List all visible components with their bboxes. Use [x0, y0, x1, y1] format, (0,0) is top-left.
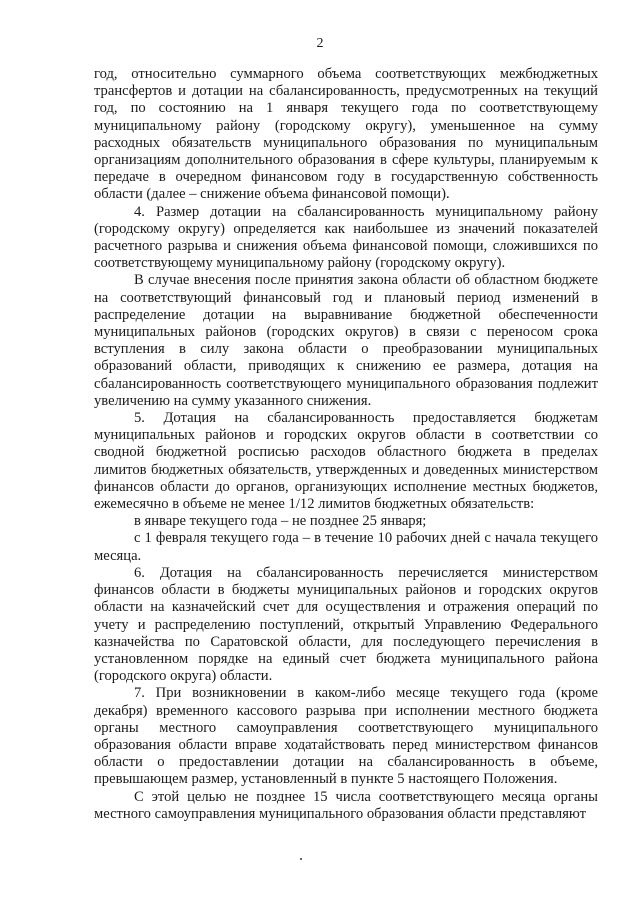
- paragraph-january-term: в январе текущего года – не позднее 25 января;: [134, 513, 427, 530]
- paragraph-item-4: 4. Размер дотации на сбалансированность муниципальному району (городскому округу) определяется как наибольшее из значений показателей расчетного разрыва и снижения объема финансовой помощи, сложившихся по соответствующему муниципальному району (городскому округу).: [94, 203, 598, 272]
- page-number: 2: [316, 36, 324, 51]
- scan-speck: [300, 858, 302, 860]
- paragraph-february-term: с 1 февраля текущего года – в течение 10 рабочих дней с начала текущего месяца.: [94, 530, 598, 564]
- paragraph-item-5: 5. Дотация на сбалансированность предоставляется бюджетам муниципальных районов и городских округов области в соответствии со сводной бюджетной росписью расходов областного бюджета в пределах лимитов бюджетных обязательств, утвержденных и доведенных министерством финансов области до органов, организующих исполнение местных бюджетов, ежемесячно в объеме не менее 1/12 лимитов бюджетных обязательств:: [94, 410, 598, 513]
- paragraph-item-7: 7. При возникновении в каком-либо месяце текущего года (кроме декабря) временного кассового разрыва при исполнении местного бюджета органы местного самоуправления соответствующего муниципального образования области вправе ходатайствовать перед министерством финансов области о предоставлении дотации на сбалансированность в объеме, превышающем размер, установленный в пункте 5 настоящего Положения.: [94, 685, 598, 788]
- document-body: [94, 66, 598, 823]
- paragraph-continuation: год, относительно суммарного объема соответствующих межбюджетных трансфертов и дотации на сбалансированность, предусмотренных на текущий год, по состоянию на 1 января текущего года по соответствующему муниципальному району (городскому округу), уменьшенное на сумму расходных обязательств муниципального образования по муниципальным организациям дополнительного образования в сфере культуры, планируемым к передаче в очередном финансовом году в государственную собственность области (далее – снижение объема финансовой помощи).: [94, 66, 598, 203]
- paragraph-deadline: С этой целью не позднее 15 числа соответствующего месяца органы местного самоуправления муниципального образования области представляют: [94, 788, 598, 822]
- paragraph-item-6: 6. Дотация на сбалансированность перечисляется министерством финансов области в бюджеты муниципальных районов и городских округов области на казначейский счет для осуществления и отражения операций по учету и распределению поступлений, открытый Управлению Федерального казначейства по Саратовской области, для последующего перечисления в установленном порядке на единый счет бюджета муниципального района (городского округа) области.: [94, 564, 598, 685]
- paragraph-amendment-case: В случае внесения после принятия закона области об областном бюджете на соответствующий финансовый год и плановый период изменений в распределение дотации на выравнивание бюджетной обеспеченности муниципальных районов (городских округов) в связи с переносом срока вступления в силу закона области о преобразовании муниципальных образований области, приводящих к снижению ее размера, дотация на сбалансированность соответствующего муниципального образования подлежит увеличению на сумму указанного снижения.: [94, 272, 598, 409]
